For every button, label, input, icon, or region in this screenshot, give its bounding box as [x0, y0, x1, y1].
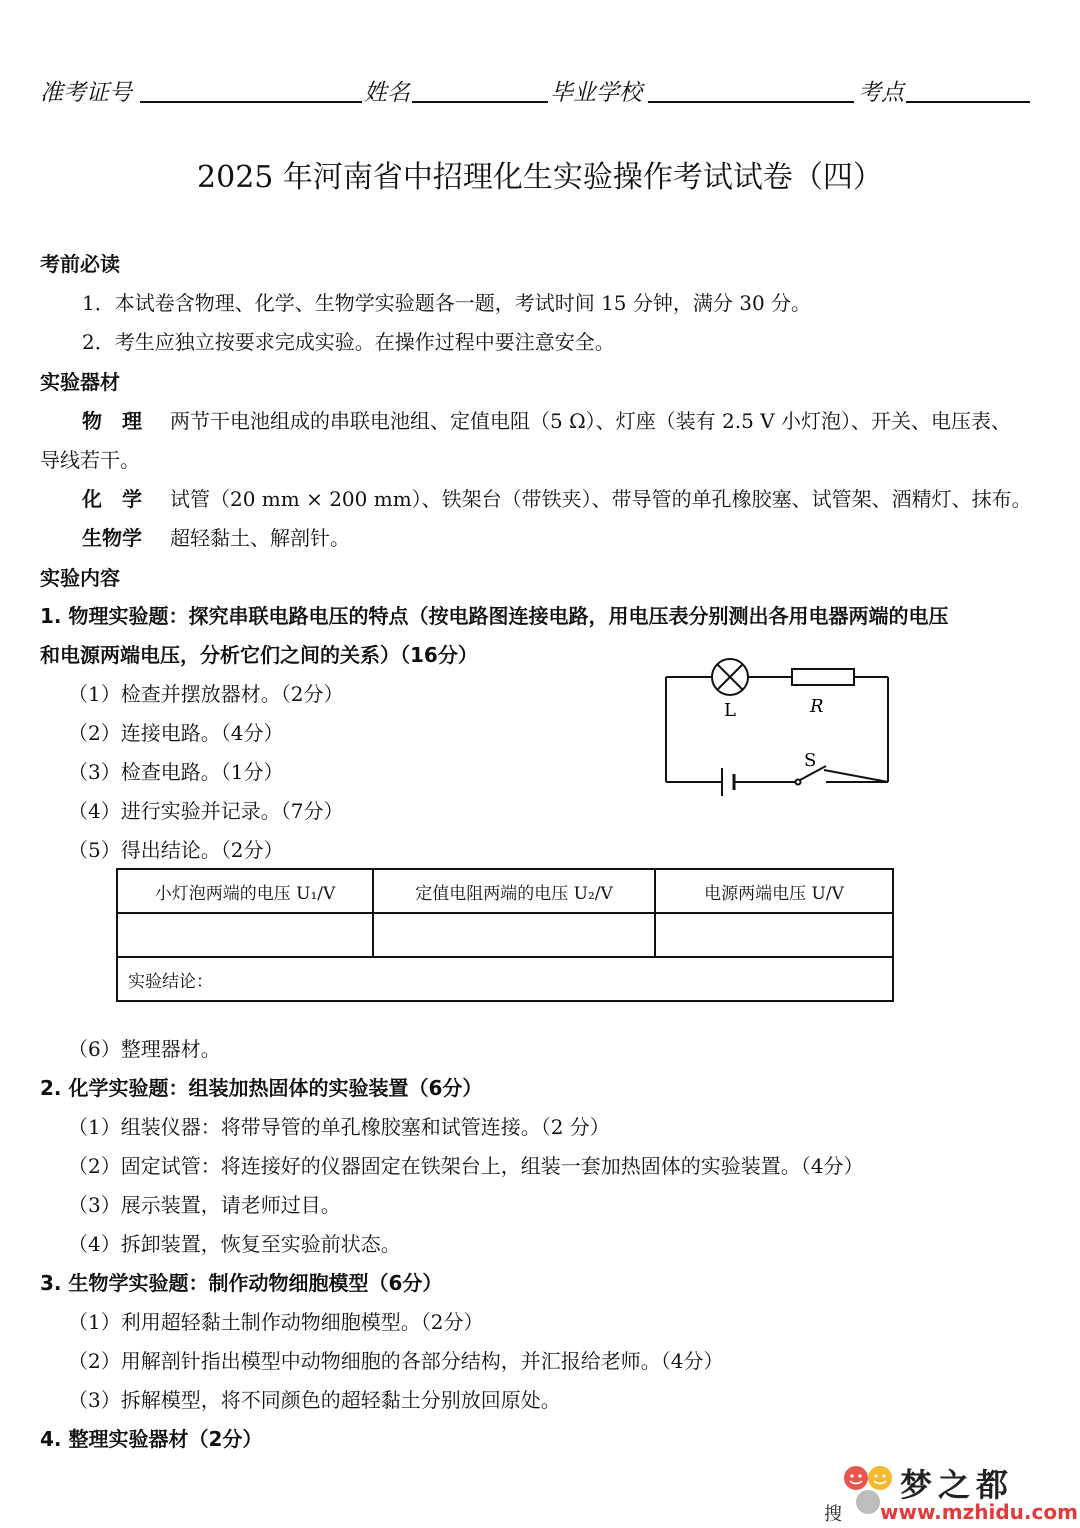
q4-title: 4. 整理实验器材（2分） — [40, 1427, 263, 1451]
table-cell-resistor-voltage[interactable] — [373, 913, 655, 957]
chemistry-label: 化 学 — [82, 487, 142, 511]
name-label: 姓名 — [364, 80, 410, 106]
table-header-source-voltage: 电源两端电压 U/V — [655, 869, 893, 913]
table-cell-source-voltage[interactable] — [655, 913, 893, 957]
switch-label: S — [804, 750, 817, 771]
resistor-label: R — [810, 696, 824, 717]
q3-step: （2）用解剖针指出模型中动物细胞的各部分结构，并汇报给老师。（4分） — [68, 1349, 724, 1373]
notice-heading: 考前必读 — [40, 252, 120, 276]
lamp-label: L — [724, 700, 736, 721]
q1-title-cont: 和电源两端电压，分析它们之间的关系）（16分） — [40, 643, 478, 667]
q1-step: （6）整理器材。 — [68, 1037, 221, 1061]
battery-symbol — [722, 768, 734, 796]
q2-step: （4）拆卸装置，恢复至实验前状态。 — [68, 1232, 401, 1256]
q1-step: （1）检查并摆放器材。（2分） — [68, 682, 344, 706]
candidate-info-row — [40, 74, 1040, 110]
circuit-diagram — [650, 650, 910, 810]
q1-step: （3）检查电路。（1分） — [68, 760, 284, 784]
school-field[interactable] — [648, 101, 854, 103]
notice-item: 2．考生应独立按要求完成实验。在操作过程中要注意安全。 — [82, 330, 615, 354]
table-header-resistor-voltage: 定值电阻两端的电压 U₂/V — [373, 869, 655, 913]
biology-label: 生物学 — [82, 526, 142, 550]
q3-step: （3）拆解模型，将不同颜色的超轻黏土分别放回原处。 — [68, 1388, 561, 1412]
physics-equipment-cont: 导线若干。 — [40, 448, 140, 472]
q2-title: 2. 化学实验题：组装加热固体的实验装置（6分） — [40, 1076, 483, 1100]
q2-step: （1）组装仪器：将带导管的单孔橡胶塞和试管连接。（2 分） — [68, 1115, 610, 1139]
exam-number-label: 准考证号 — [40, 80, 132, 106]
q3-step: （1）利用超轻黏土制作动物细胞模型。（2分） — [68, 1310, 484, 1334]
content-heading: 实验内容 — [40, 566, 120, 590]
name-field[interactable] — [412, 101, 548, 103]
site-label: 考点 — [858, 80, 904, 106]
biology-equipment: 超轻黏土、解剖针。 — [170, 526, 350, 550]
q1-title: 1. 物理实验题：探究串联电路电压的特点（按电路图连接电路，用电压表分别测出各用电器两端的电压 — [40, 604, 949, 628]
q2-step: （3）展示装置，请老师过目。 — [68, 1193, 341, 1217]
exam-title: 2025 年河南省中招理化生实验操作考试试卷（四） — [197, 160, 883, 195]
q2-step: （2）固定试管：将连接好的仪器固定在铁架台上，组装一套加热固体的实验装置。（4分） — [68, 1154, 864, 1178]
exam-number-field[interactable] — [140, 101, 362, 103]
site-field[interactable] — [906, 101, 1030, 103]
table-conclusion-cell[interactable]: 实验结论： — [117, 957, 893, 1001]
chemistry-equipment: 试管（20 mm × 200 mm）、铁架台（带铁夹）、带导管的单孔橡胶塞、试管架、酒精灯、抹布。 — [170, 487, 1032, 511]
equipment-heading: 实验器材 — [40, 370, 120, 394]
q1-step: （5）得出结论。（2分） — [68, 838, 284, 862]
record-table — [116, 868, 894, 1002]
lamp-symbol — [712, 659, 748, 695]
watermark-url[interactable]: www.mzhidu.com — [880, 1500, 1078, 1524]
notice-item: 1．本试卷含物理、化学、生物学实验题各一题，考试时间 15 分钟，满分 30 分。 — [82, 291, 812, 315]
physics-label: 物 理 — [82, 409, 142, 433]
q1-step: （4）进行实验并记录。（7分） — [68, 799, 344, 823]
q3-title: 3. 生物学实验题：制作动物细胞模型（6分） — [40, 1271, 443, 1295]
table-cell-lamp-voltage[interactable] — [117, 913, 373, 957]
school-label: 毕业学校 — [550, 80, 642, 106]
table-header-lamp-voltage: 小灯泡两端的电压 U₁/V — [117, 869, 373, 913]
physics-equipment: 两节干电池组成的串联电池组、定值电阻（5 Ω）、灯座（装有 2.5 V 小灯泡）、开关、电压表、 — [170, 409, 1011, 433]
watermark-brand: 梦之都 — [900, 1466, 1015, 1504]
resistor-symbol — [792, 669, 854, 685]
watermark-search: 搜 — [824, 1504, 842, 1525]
q1-step: （2）连接电路。（4分） — [68, 721, 284, 745]
